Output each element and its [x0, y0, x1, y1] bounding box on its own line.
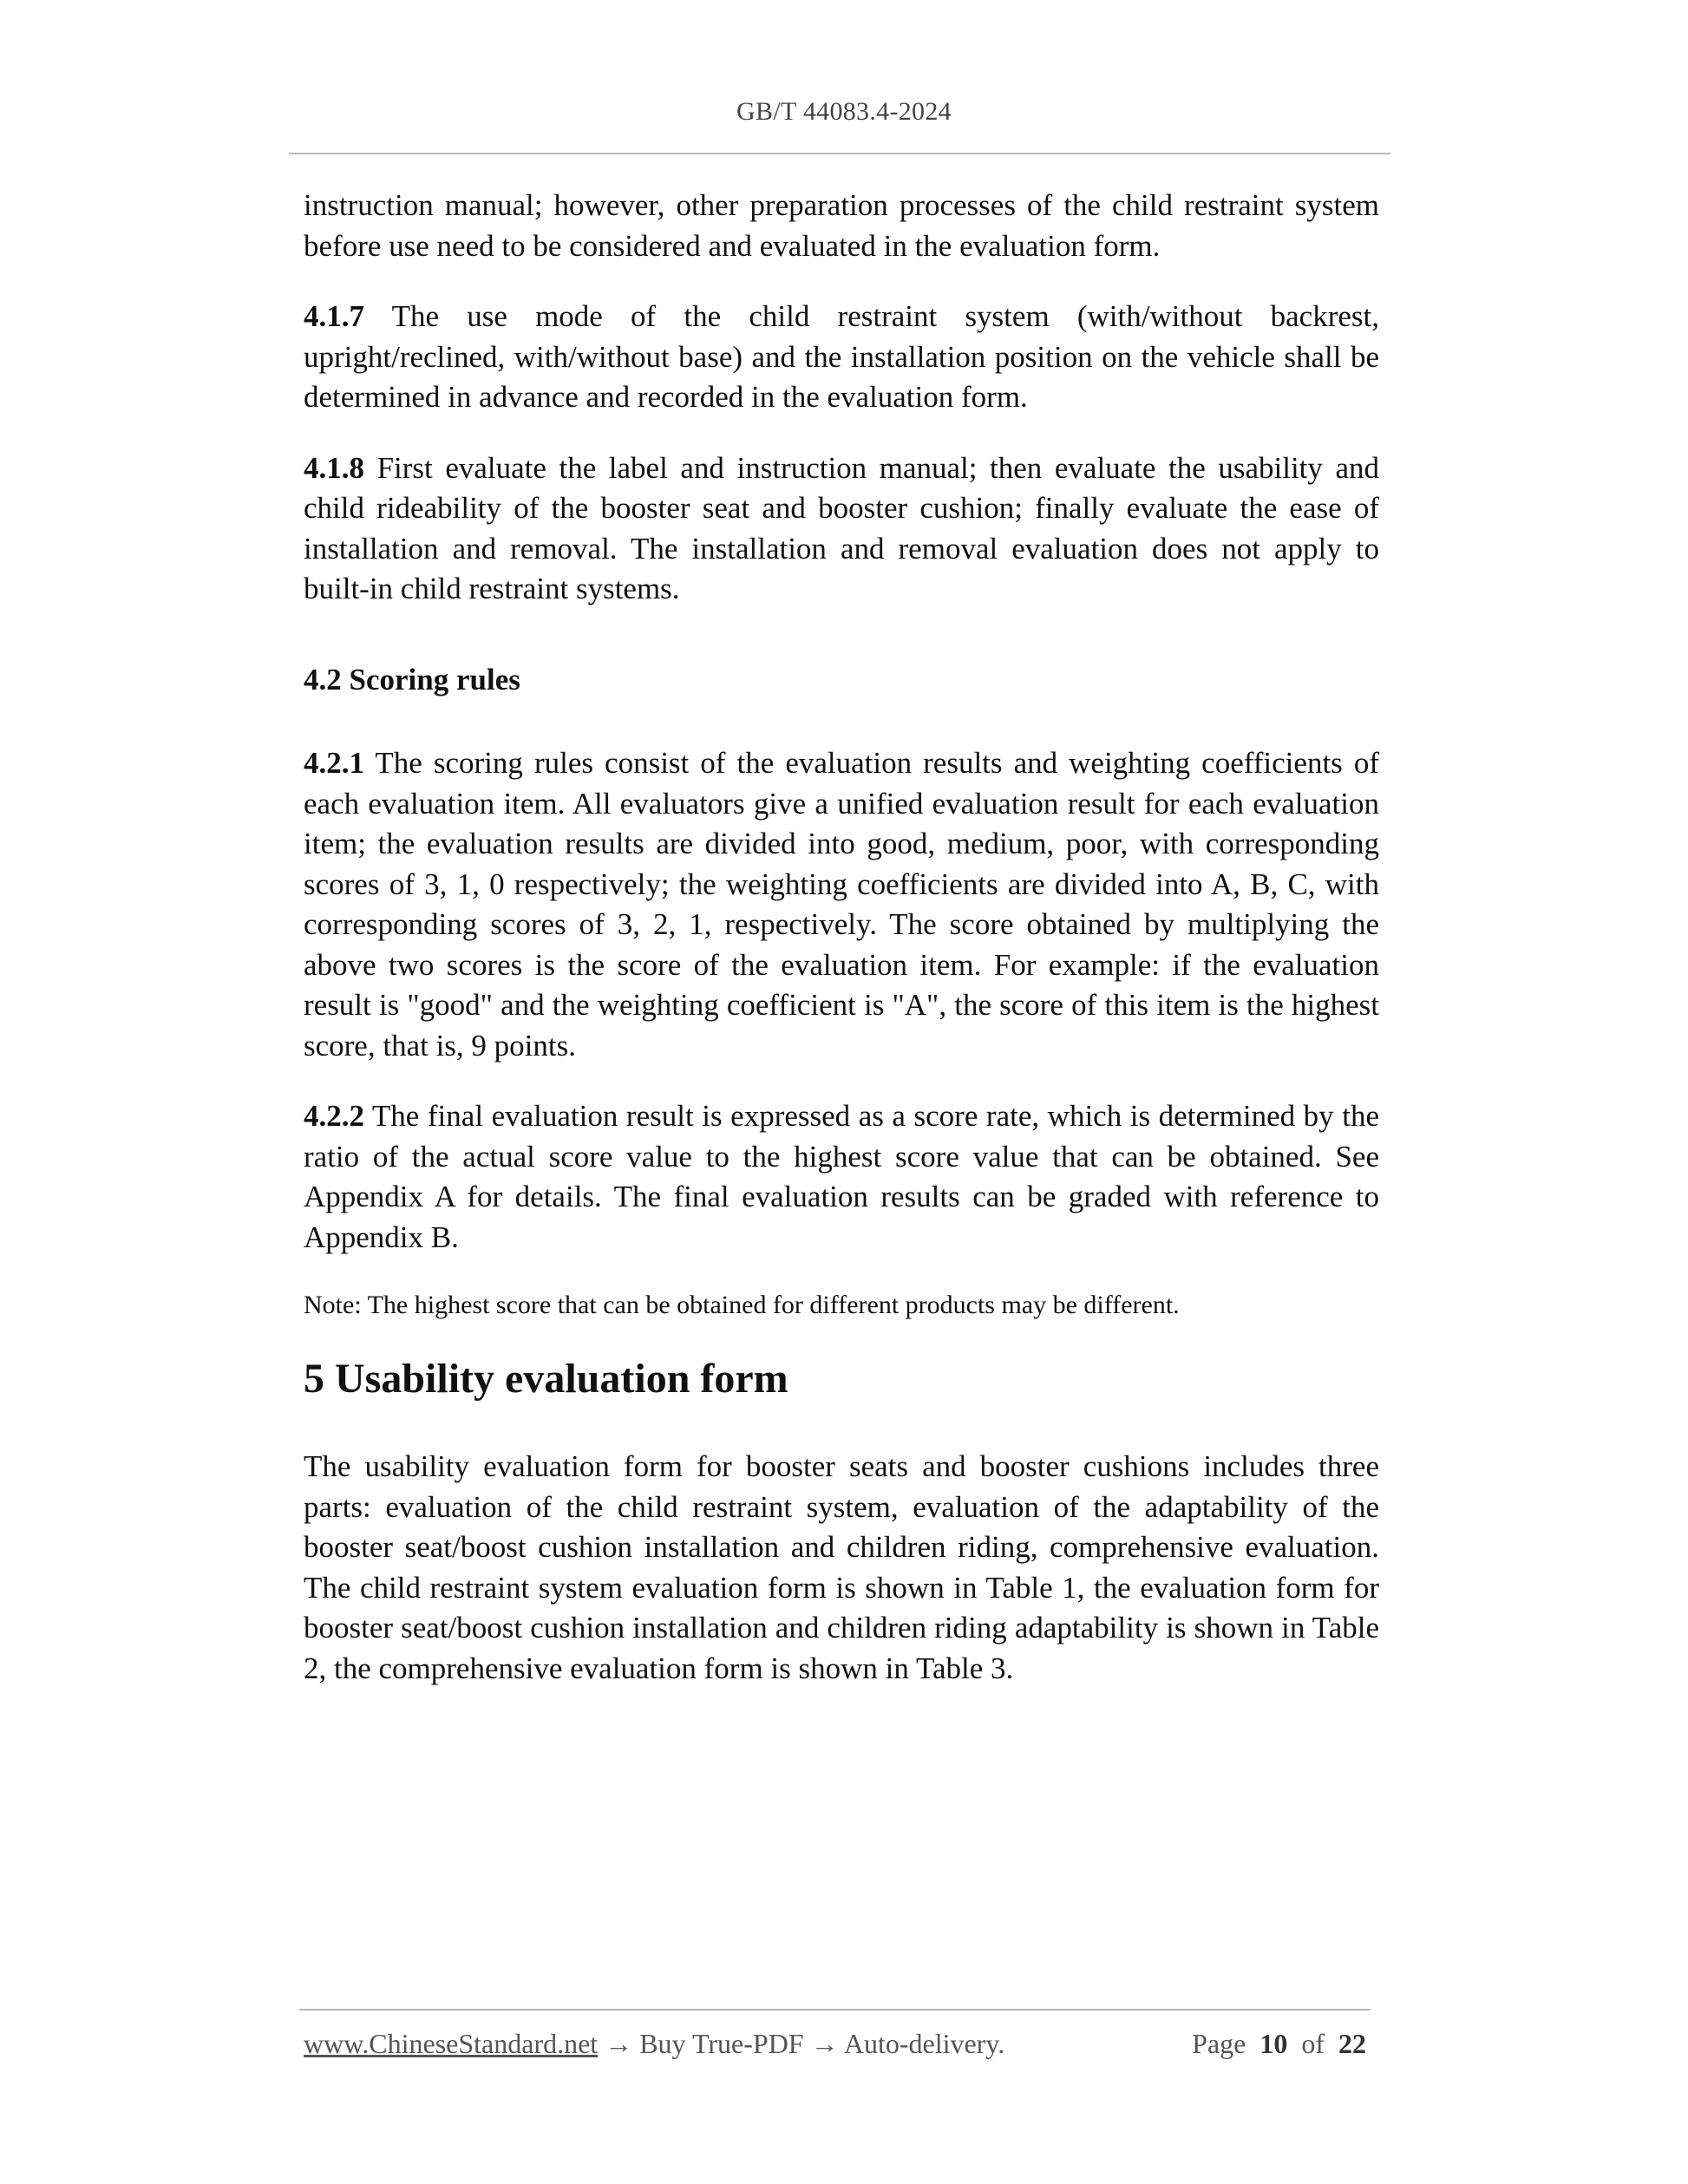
delivery-text: Auto-delivery.: [843, 2028, 1005, 2059]
clause-text: The use mode of the child restraint system (with/without backrest, upright/reclined, with/without base) and the installation position on the vehicle shall be determined in advance and recorded in the evaluation form.: [304, 299, 1379, 414]
clause-text: The scoring rules consist of the evaluation results and weighting coefficients of each evaluation item. All evaluators give a unified evaluation result for each evaluation item; the evaluation results are divided into good, medium, poor, with corresponding scores of 3, 1, 0 respectively; the weighting coefficients are divided into A, B, C, with corresponding scores of 3, 2, 1, respectively. The score obtained by multiplying the above two scores is the score of the evaluation item. For example: if the evaluation result is "good" and the weighting coefficient is "A", the score of this item is the highest score, that is, 9 points.: [304, 746, 1379, 1063]
clause-4-2-1: [304, 743, 1379, 1066]
page-label: Page: [1192, 2028, 1246, 2059]
arrow-icon: →: [810, 2028, 839, 2059]
clause-4-2-2: [304, 1096, 1379, 1258]
page-number: [1192, 2028, 1366, 2060]
arrow-icon: →: [605, 2028, 633, 2059]
buy-text: Buy True-PDF: [639, 2028, 804, 2059]
running-header: GB/T 44083.4-2024: [736, 97, 952, 126]
current-page: 10: [1259, 2028, 1288, 2059]
clause-number: 4.1.7: [304, 299, 364, 333]
of-label: of: [1301, 2028, 1325, 2059]
footer-divider: [299, 2009, 1371, 2011]
clause-text: The final evaluation result is expressed as a score rate, which is determined by the ratio of the actual score value to the highest score value that can be obtained. See Appendix A for details. The final evaluation results can be graded with reference to Appendix B.: [304, 1099, 1379, 1254]
total-pages: 22: [1338, 2028, 1366, 2059]
note: Note: The highest score that can be obtained for different products may be different.: [304, 1291, 1180, 1319]
page-body: [304, 186, 1379, 1719]
section-heading-5: 5 Usability evaluation form: [304, 1356, 788, 1402]
section-5-paragraph: The usability evaluation form for booster seats and booster cushions includes three parts: evaluation of the child restraint system, evaluation of the adaptability of the booster seat/boost cushion installation and children riding, comprehensive evaluation. The child restraint system evaluation form is shown in Table 1, the evaluation form for booster seat/boost cushion installation and children riding adaptability is shown in Table 2, the comprehensive evaluation form is shown in Table 3.: [304, 1449, 1379, 1685]
website-link[interactable]: www.ChineseStandard.net: [304, 2028, 599, 2059]
clause-4-1-7: [304, 297, 1379, 418]
clause-4-1-8: [304, 448, 1379, 610]
paragraph-continuation: instruction manual; however, other preparation processes of the child restraint system before use need to be considered and evaluated in the evaluation form.: [304, 188, 1379, 263]
section-heading-4-2: 4.2 Scoring rules: [304, 662, 520, 696]
clause-number: 4.2.2: [304, 1099, 364, 1133]
footer-promo: [304, 2028, 1004, 2060]
clause-number: 4.1.8: [304, 450, 364, 485]
clause-number: 4.2.1: [304, 746, 364, 780]
header-divider: [289, 153, 1390, 154]
clause-text: First evaluate the label and instruction manual; then evaluate the usability and child rideability of the booster seat and booster cushion; finally evaluate the ease of installation and removal. The installation and removal evaluation does not apply to built-in child restraint systems.: [304, 450, 1379, 605]
